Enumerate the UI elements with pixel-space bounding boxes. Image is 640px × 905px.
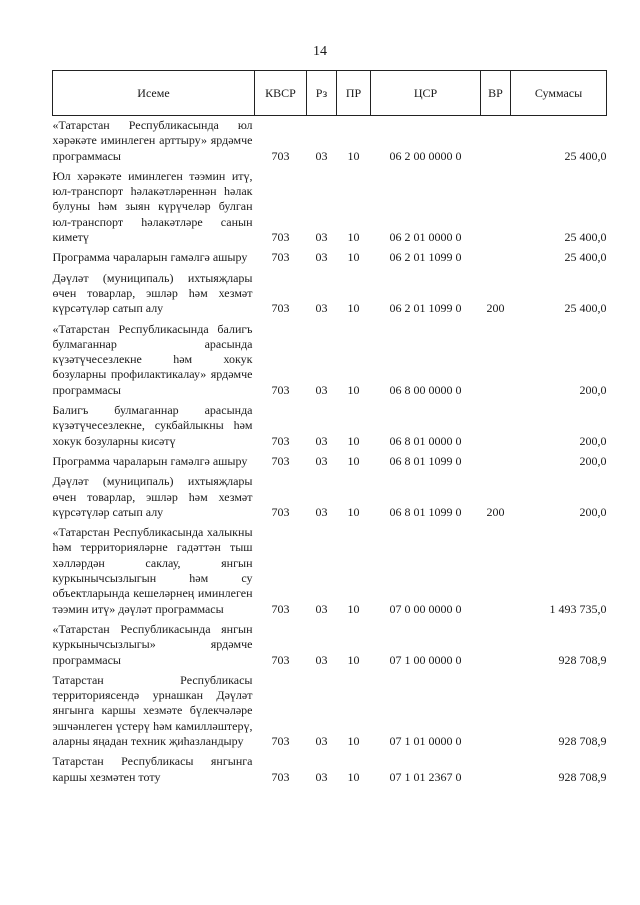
budget-table	[52, 70, 607, 788]
table-row	[53, 248, 607, 268]
row-name: Программа чараларын гамәлгә ашыру	[52, 250, 248, 265]
column-header-vr: ВР	[481, 71, 511, 116]
row-csr: 06 8 01 1099 0	[389, 453, 462, 468]
row-sum: 1 493 735,0	[549, 601, 607, 616]
row-pr: 10	[347, 301, 360, 316]
column-header-kvsr: КВСР	[255, 71, 307, 116]
column-header-pr: ПР	[337, 71, 371, 116]
row-name: «Татарстан Республикасында балигъ булмаганнар арасында күзәтүчесезлекне һәм хокук бозуларны профилактикалау» ярдәмче программасы	[52, 321, 253, 397]
row-sum: 200,0	[579, 504, 607, 519]
table-header-row	[53, 71, 607, 116]
row-csr: 06 8 01 0000 0	[389, 433, 462, 448]
row-rz: 03	[315, 601, 328, 616]
row-pr: 10	[347, 433, 360, 448]
table-row	[53, 452, 607, 472]
table-row	[53, 320, 607, 401]
table-row	[53, 671, 607, 752]
table-row	[53, 401, 607, 452]
row-sum: 928 708,9	[558, 652, 607, 667]
row-sum: 200,0	[579, 453, 607, 468]
row-rz: 03	[315, 250, 328, 265]
row-sum: 25 400,0	[564, 250, 607, 265]
row-name: Татарстан Республикасы территориясендә урнашкан Дәүләт янгынга каршы хезмәте бүлекчәләре эшчәнлеген үстерү һәм камилләштерү, аларны яңадан техник җиһазландыру	[52, 672, 253, 748]
row-pr: 10	[347, 652, 360, 667]
row-sum: 928 708,9	[558, 769, 607, 784]
row-vr	[481, 452, 511, 472]
row-name: Татарстан Республикасы янгынга каршы хезмәтен тоту	[52, 754, 253, 784]
row-vr	[481, 248, 511, 268]
row-rz: 03	[315, 652, 328, 667]
row-rz: 03	[315, 382, 328, 397]
row-rz: 03	[315, 453, 328, 468]
row-kvsr: 703	[271, 601, 290, 616]
row-name: «Татарстан Республикасында янгын куркынычсызлыгы» ярдәмче программасы	[52, 621, 253, 667]
row-kvsr: 703	[271, 148, 290, 163]
row-sum: 200,0	[579, 382, 607, 397]
column-header-csr: ЦСР	[371, 71, 481, 116]
table-row	[53, 116, 607, 167]
row-vr	[481, 671, 511, 752]
row-rz: 03	[315, 148, 328, 163]
table-row	[53, 472, 607, 523]
row-csr: 06 2 01 1099 0	[389, 301, 462, 316]
row-csr: 06 2 01 0000 0	[389, 230, 462, 245]
row-sum: 25 400,0	[564, 301, 607, 316]
row-vr	[481, 523, 511, 620]
row-kvsr: 703	[271, 769, 290, 784]
row-vr: 200	[486, 301, 505, 316]
row-vr: 200	[486, 504, 505, 519]
row-pr: 10	[347, 148, 360, 163]
row-csr: 06 8 00 0000 0	[389, 382, 462, 397]
row-kvsr: 703	[271, 733, 290, 748]
row-kvsr: 703	[271, 433, 290, 448]
row-sum: 200,0	[579, 433, 607, 448]
table-row	[53, 167, 607, 248]
row-name: «Татарстан Республикасында юл хәрәкәте иминлеген арттыру» ярдәмче программасы	[52, 118, 253, 163]
row-pr: 10	[347, 601, 360, 616]
row-csr: 07 1 00 0000 0	[389, 652, 462, 667]
row-pr: 10	[347, 733, 360, 748]
column-header-sum: Суммасы	[511, 71, 607, 116]
table-row	[53, 523, 607, 620]
row-pr: 10	[347, 453, 360, 468]
row-name: Юл хәрәкәте иминлеген тәэмин итү, юл-транспорт һәлакәтләреннән һәлак булуны һәм зыян күрүчеләр булган юл-транспорт һәлакәтләре санын киметү	[52, 168, 253, 245]
row-rz: 03	[315, 433, 328, 448]
row-kvsr: 703	[271, 453, 290, 468]
row-vr	[481, 116, 511, 167]
row-name: Дәүләт (муниципаль) ихтыяҗлары өчен товарлар, эшләр һәм хезмәт күрсәтүләр сатып алу	[52, 474, 253, 519]
row-kvsr: 703	[271, 652, 290, 667]
row-vr	[481, 401, 511, 452]
row-pr: 10	[347, 230, 360, 245]
row-vr	[481, 752, 511, 788]
row-csr: 07 1 01 0000 0	[389, 733, 462, 748]
row-name: Балигъ булмаганнар арасында күзәтүчесезлекне, сукбайлыкны һәм хокук бозуларны кисәтү	[52, 403, 253, 448]
row-rz: 03	[315, 769, 328, 784]
row-sum: 25 400,0	[564, 148, 607, 163]
row-csr: 06 2 00 0000 0	[389, 148, 462, 163]
row-name: Программа чараларын гамәлгә ашыру	[52, 453, 248, 468]
row-vr	[481, 320, 511, 401]
row-name: «Татарстан Республикасында халыкны һәм территорияләрне гадәттән тыш хәлләрдән саклау, янгын куркынычсызлыгын һәм су объектларында кешеләрнең иминлеген тәэмин итү» дәүләт программасы	[52, 525, 253, 616]
row-kvsr: 703	[271, 382, 290, 397]
page-number: 14	[313, 44, 327, 59]
row-csr: 06 2 01 1099 0	[389, 250, 462, 265]
row-rz: 03	[315, 733, 328, 748]
row-kvsr: 703	[271, 230, 290, 245]
row-pr: 10	[347, 504, 360, 519]
column-header-name: Исеме	[53, 71, 255, 116]
row-csr: 07 1 01 2367 0	[389, 769, 462, 784]
row-rz: 03	[315, 230, 328, 245]
row-rz: 03	[315, 301, 328, 316]
row-pr: 10	[347, 769, 360, 784]
table-row	[53, 752, 607, 788]
table-row	[53, 269, 607, 320]
row-sum: 25 400,0	[564, 230, 607, 245]
row-kvsr: 703	[271, 250, 290, 265]
table-row	[53, 620, 607, 671]
row-vr	[481, 167, 511, 248]
row-pr: 10	[347, 382, 360, 397]
row-csr: 06 8 01 1099 0	[389, 504, 462, 519]
row-kvsr: 703	[271, 301, 290, 316]
row-sum: 928 708,9	[558, 733, 607, 748]
row-rz: 03	[315, 504, 328, 519]
row-kvsr: 703	[271, 504, 290, 519]
row-pr: 10	[347, 250, 360, 265]
column-header-rz: Рз	[307, 71, 337, 116]
row-name: Дәүләт (муниципаль) ихтыяҗлары өчен товарлар, эшләр һәм хезмәт күрсәтүләр сатып алу	[52, 270, 253, 316]
row-vr	[481, 620, 511, 671]
row-csr: 07 0 00 0000 0	[389, 601, 462, 616]
